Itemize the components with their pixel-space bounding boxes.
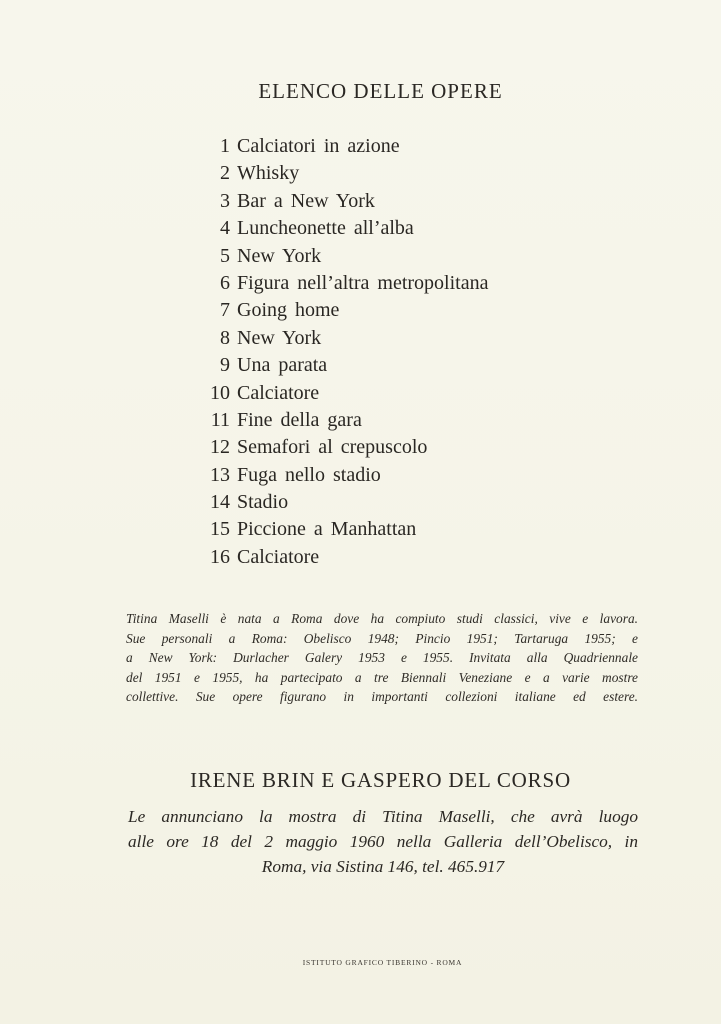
- work-title: Luncheonette all’alba: [237, 217, 414, 240]
- work-title: Calciatore: [237, 381, 320, 404]
- bio-line: collettive. Sue opere figurano in importanti collezioni italiane ed estere.: [126, 689, 638, 705]
- list-item: [196, 434, 488, 461]
- work-title: Stadio: [237, 491, 289, 514]
- work-number: 4: [220, 217, 230, 240]
- work-number: 1: [220, 135, 230, 157]
- bio-line: a New York: Durlacher Galery 1953 e 1955. Invitata alla Quadriennale: [126, 650, 638, 666]
- work-title: Going home: [237, 299, 340, 322]
- artist-biography: [126, 609, 638, 707]
- work-title: Figura nell’altra metropolitana: [237, 271, 489, 294]
- page-title: ELENCO DELLE OPERE: [258, 79, 503, 103]
- work-title: Fuga nello stadio: [237, 463, 381, 486]
- work-number: 8: [220, 326, 230, 349]
- list-item: [196, 516, 488, 543]
- bio-line: Titina Maselli è nata a Roma dove ha compiuto studi classici, vive e lavora.: [126, 611, 638, 626]
- work-number: 3: [220, 189, 230, 212]
- bio-line: Sue personali a Roma: Obelisco 1948; Pincio 1951; Tartaruga 1955; e: [126, 630, 638, 646]
- list-item: [196, 160, 488, 187]
- work-title: New York: [237, 244, 322, 267]
- works-list: [196, 133, 488, 571]
- work-number: 10: [210, 381, 230, 404]
- work-title: New York: [237, 326, 322, 349]
- list-item: [196, 544, 488, 571]
- list-item: [196, 215, 488, 242]
- list-item: [196, 489, 488, 516]
- work-number: 15: [210, 518, 230, 541]
- work-title: Calciatore: [237, 545, 320, 568]
- work-number: 7: [220, 299, 230, 322]
- work-number: 5: [220, 244, 230, 267]
- work-title: Bar a New York: [237, 189, 375, 212]
- list-item: [196, 188, 488, 215]
- work-title: Semafori al crepuscolo: [237, 436, 428, 459]
- work-number: 6: [220, 271, 230, 294]
- list-item: [196, 133, 488, 160]
- work-title: Whisky: [237, 162, 300, 185]
- announcement-line: Le annunciano la mostra di Titina Maselli, che avrà luogo: [128, 807, 638, 826]
- announcement-line: alle ore 18 del 2 maggio 1960 nella Galleria dell’Obelisco, in: [128, 832, 638, 851]
- work-number: 11: [210, 408, 230, 431]
- announcement-line: Roma, via Sistina 146, tel. 465.917: [261, 857, 505, 876]
- work-number: 2: [220, 162, 230, 185]
- exhibition-announcement: [128, 804, 638, 879]
- list-item: [196, 380, 488, 407]
- hosts-heading: IRENE BRIN E GASPERO DEL CORSO: [190, 768, 571, 792]
- work-title: Piccione a Manhattan: [237, 518, 417, 541]
- work-number: 16: [210, 545, 230, 568]
- work-number: 12: [210, 436, 230, 459]
- list-item: [196, 352, 488, 379]
- printer-imprint: ISTITUTO GRAFICO TIBERINO - ROMA: [302, 958, 463, 967]
- work-title: Fine della gara: [237, 408, 362, 431]
- work-number: 13: [210, 463, 230, 486]
- list-item: [196, 325, 488, 352]
- list-item: [196, 462, 488, 489]
- work-number: 9: [220, 354, 230, 377]
- work-title: Calciatori in azione: [237, 135, 400, 157]
- list-item: [196, 297, 488, 324]
- list-item: [196, 270, 488, 297]
- list-item: [196, 243, 488, 270]
- bio-line: del 1951 e 1955, ha partecipato a tre Biennali Veneziane e a varie mostre: [126, 669, 638, 685]
- work-title: Una parata: [237, 354, 328, 377]
- work-number: 14: [210, 491, 230, 514]
- list-item: [196, 407, 488, 434]
